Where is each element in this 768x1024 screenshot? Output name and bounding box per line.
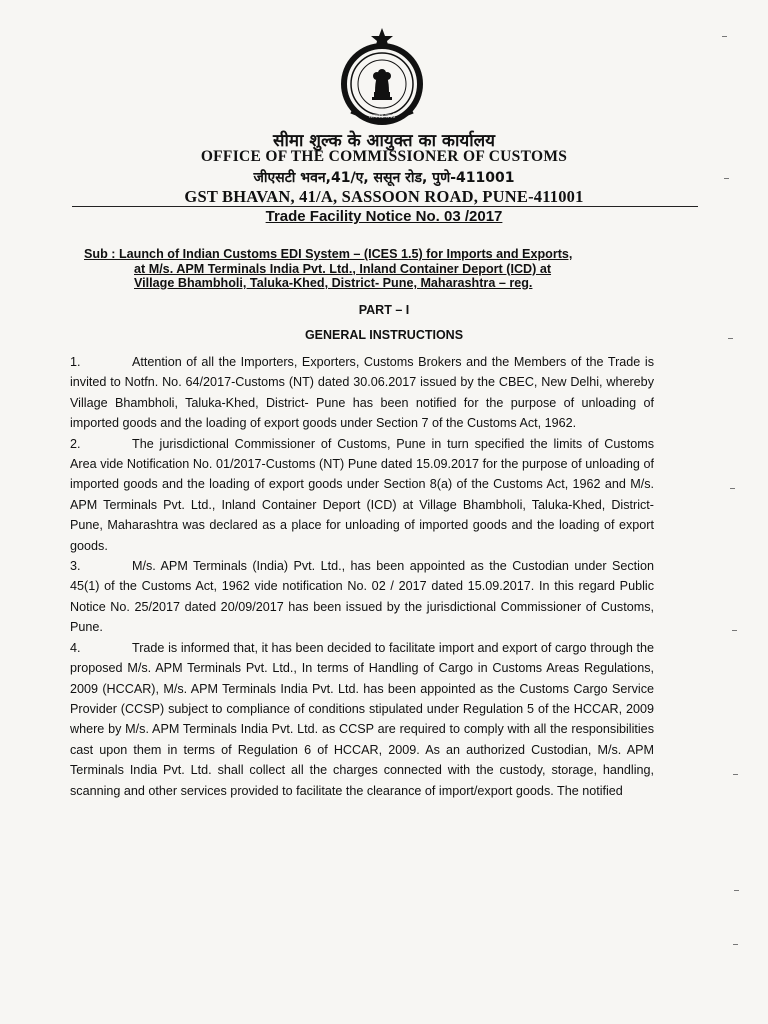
subject-line-1: Sub : Launch of Indian Customs EDI System – (ICES 1.5) for Imports and Exports,: [84, 247, 573, 261]
paragraph-4: [70, 638, 654, 801]
notice-title: Trade Facility Notice No. 03 /2017: [265, 208, 503, 225]
office-title: OFFICE OF THE COMMISSIONER OF CUSTOMS: [200, 148, 568, 165]
paragraph-1: [70, 352, 654, 434]
paragraph-text: M/s. APM Terminals (India) Pvt. Ltd., has been appointed as the Custodian under Section 45(1) of the Customs Act, 1962 vide notification No. 02 / 2017 dated 15.09.2017. In this regard Public Notice No. 25/2017 dated 20/09/2017 has been issued by the jurisdictional Commissioner of Customs, Pune.: [70, 559, 654, 635]
emblem-motto: सत्यमेव जयते: [368, 114, 396, 120]
hindi-address: जीएसटी भवन,41/ए, ससून रोड, पुणे-411001: [253, 170, 515, 186]
paragraph-number: 2.: [70, 436, 81, 451]
section-heading: GENERAL INSTRUCTIONS: [304, 328, 464, 342]
paragraph-number: 3.: [70, 559, 81, 574]
document-body: [70, 352, 654, 801]
subject-line-3: Village Bhambholi, Taluka-Khed, District- Pune, Maharashtra – reg.: [134, 276, 533, 290]
paragraph-text: Attention of all the Importers, Exporters, Customs Brokers and the Members of the Trade is invited to Notfn. No. 64/2017-Customs (NT) dated 30.06.2017 issued by the CBEC, New Delhi, whereby Village Bhambholi, Taluka-Khed, District- Pune has been notified for the purpose of unloading of imported goods and the loading of export goods under Section 7 of the Customs Act, 1962.: [70, 355, 654, 431]
paragraph-text: The jurisdictional Commissioner of Customs, Pune in turn specified the limits of Customs Area vide Notification No. 01/2017-Customs (NT) Pune dated 15.09.2017 for the purpose of unloading of imported goods and the loading of export goods under Section 8(a) of the Customs Act, 1962 and M/s. APM Terminals Pvt. Ltd., Inland Container Deport (ICD) at Village Bhambholi, Taluka-Khed, District- Pune, Maharashtra was declared as a place for unloading of imported goods and the loading of export goods.: [70, 436, 654, 553]
paragraph-number: 4.: [70, 640, 81, 655]
part-heading: PART – I: [358, 303, 410, 317]
subject-block: [84, 247, 704, 291]
paragraph-text: Trade is informed that, it has been decided to facilitate import and export of cargo through the proposed M/s. APM Terminals Pvt. Ltd., In terms of Handling of Cargo in Customs Areas Regulations, 2009 (HCCAR), M/s. APM Terminals India Pvt. Ltd. has been appointed as the Customs Cargo Service Provider (CCSP) subject to compliance of conditions stipulated under Regulation 5 of the HCCAR, 2009 where by M/s. APM Terminals India Pvt. Ltd. as CCSP are required to comply with all the responsibilities cast upon them in terms of Regulation 6 of HCCAR, 2009. As an authorized Custodian, M/s. APM Terminals India Pvt. Ltd. shall collect all the charges connected with the custody, storage, handling, scanning and other services provided to facilitate the clearance of import/export goods. The notified: [70, 640, 654, 798]
paragraph-2: [70, 434, 654, 556]
office-address: GST BHAVAN, 41/A, SASSOON ROAD, PUNE-411001: [184, 187, 584, 206]
hindi-office-title: सीमा शुल्क के आयुक्त का कार्यालय: [273, 131, 495, 151]
paragraph-number: 1.: [70, 355, 81, 369]
subject-line-2: at M/s. APM Terminals India Pvt. Ltd., Inland Container Deport (ICD) at: [134, 261, 552, 276]
paragraph-3: [70, 556, 654, 638]
header-divider: [72, 206, 698, 207]
customs-emblem-icon: [331, 26, 433, 128]
